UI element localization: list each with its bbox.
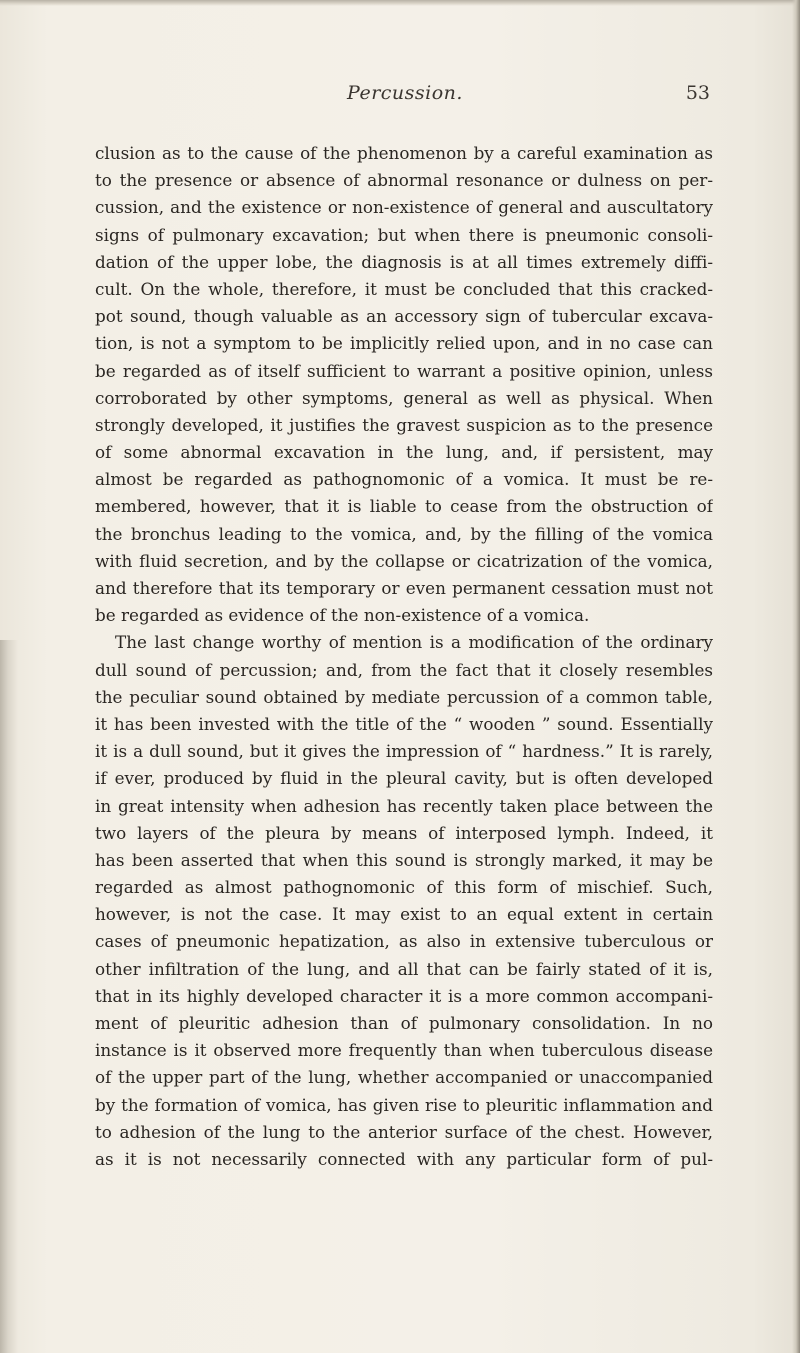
body-text: [95, 140, 713, 1173]
text-line: with fluid secretion, and by the collapse or cicatrization of the vomica,: [95, 550, 713, 571]
text-line: The last change worthy of mention is a modification of the ordinary: [115, 632, 713, 653]
text-line: and therefore that its temporary or even permanent cessation must not: [95, 578, 713, 598]
text-line: dation of the upper lobe, the diagnosis is at all times extremely diffi-: [95, 251, 713, 272]
text-line: that in its highly developed character it is a more common accompani-: [95, 985, 713, 1006]
text-line: strongly developed, it justifies the gravest suspicion as to the presence: [95, 414, 713, 435]
text-line: by the formation of vomica, has given rise to pleuritic inflammation and: [95, 1094, 713, 1115]
text-line: regarded as almost pathognomonic of this form of mischief. Such,: [95, 877, 713, 898]
text-line: dull sound of percussion; and, from the fact that it closely resembles: [95, 659, 713, 680]
text-line: almost be regarded as pathognomonic of a vomica. It must be re-: [95, 469, 713, 490]
text-line: corroborated by other symptoms, general as well as physical. When: [95, 387, 713, 408]
text-line: however, is not the case. It may exist to an equal extent in certain: [95, 904, 713, 925]
text-line: cult. On the whole, therefore, it must be concluded that this cracked-: [95, 278, 713, 299]
running-title: Percussion.: [347, 82, 463, 104]
text-line: other infiltration of the lung, and all that can be fairly stated of it is,: [95, 958, 713, 979]
text-line: ment of pleuritic adhesion than of pulmonary consolidation. In no: [95, 1013, 713, 1033]
text-line: it has been invested with the title of the “ wooden ” sound. Essentially: [95, 713, 713, 734]
text-line: instance is it observed more frequently than when tuberculous disease: [95, 1040, 713, 1061]
text-line: to the presence or absence of abnormal resonance or dulness on per-: [95, 170, 713, 191]
text-line: in great intensity when adhesion has recently taken place between the: [95, 795, 713, 816]
binding-shadow: [0, 640, 18, 1353]
text-line: membered, however, that it is liable to cease from the obstruction of: [95, 496, 713, 517]
text-line: tion, is not a symptom to be implicitly relied upon, and in no case can: [95, 333, 713, 354]
text-line: pot sound, though valuable as an accessory sign of tubercular excava-: [95, 306, 713, 327]
text-line: if ever, produced by fluid in the pleural cavity, but is often developed: [95, 768, 713, 789]
text-line: be regarded as of itself sufficient to warrant a positive opinion, unless: [95, 360, 713, 381]
text-line: of the upper part of the lung, whether accompanied or unaccompanied: [95, 1067, 713, 1088]
text-line: be regarded as evidence of the non-existence of a vomica.: [95, 605, 590, 626]
page-top-edge: [0, 0, 800, 6]
text-line: clusion as to the cause of the phenomenon by a careful examination as: [95, 143, 713, 163]
text-line: signs of pulmonary excavation; but when there is pneumonic consoli-: [95, 224, 713, 245]
text-line: has been asserted that when this sound is strongly marked, it may be: [95, 849, 713, 870]
text-line: cases of pneumonic hepatization, as also in extensive tuberculous or: [95, 931, 713, 952]
text-line: the peculiar sound obtained by mediate percussion of a common table,: [95, 686, 713, 707]
page-number: 53: [685, 82, 710, 104]
text-line: of some abnormal excavation in the lung, and, if persistent, may: [95, 442, 713, 463]
text-line: the bronchus leading to the vomica, and, by the filling of the vomica: [95, 523, 713, 544]
text-line: as it is not necessarily connected with any particular form of pul-: [95, 1148, 713, 1169]
page-right-edge: [792, 0, 800, 1353]
text-line: it is a dull sound, but it gives the impression of “ hardness.” It is rarely,: [95, 741, 713, 762]
running-head: [100, 82, 710, 112]
text-line: to adhesion of the lung to the anterior surface of the chest. However,: [95, 1121, 713, 1142]
text-line: cussion, and the existence or non-existence of general and auscultatory: [95, 197, 713, 218]
text-line: two layers of the pleura by means of interposed lymph. Indeed, it: [95, 822, 713, 843]
